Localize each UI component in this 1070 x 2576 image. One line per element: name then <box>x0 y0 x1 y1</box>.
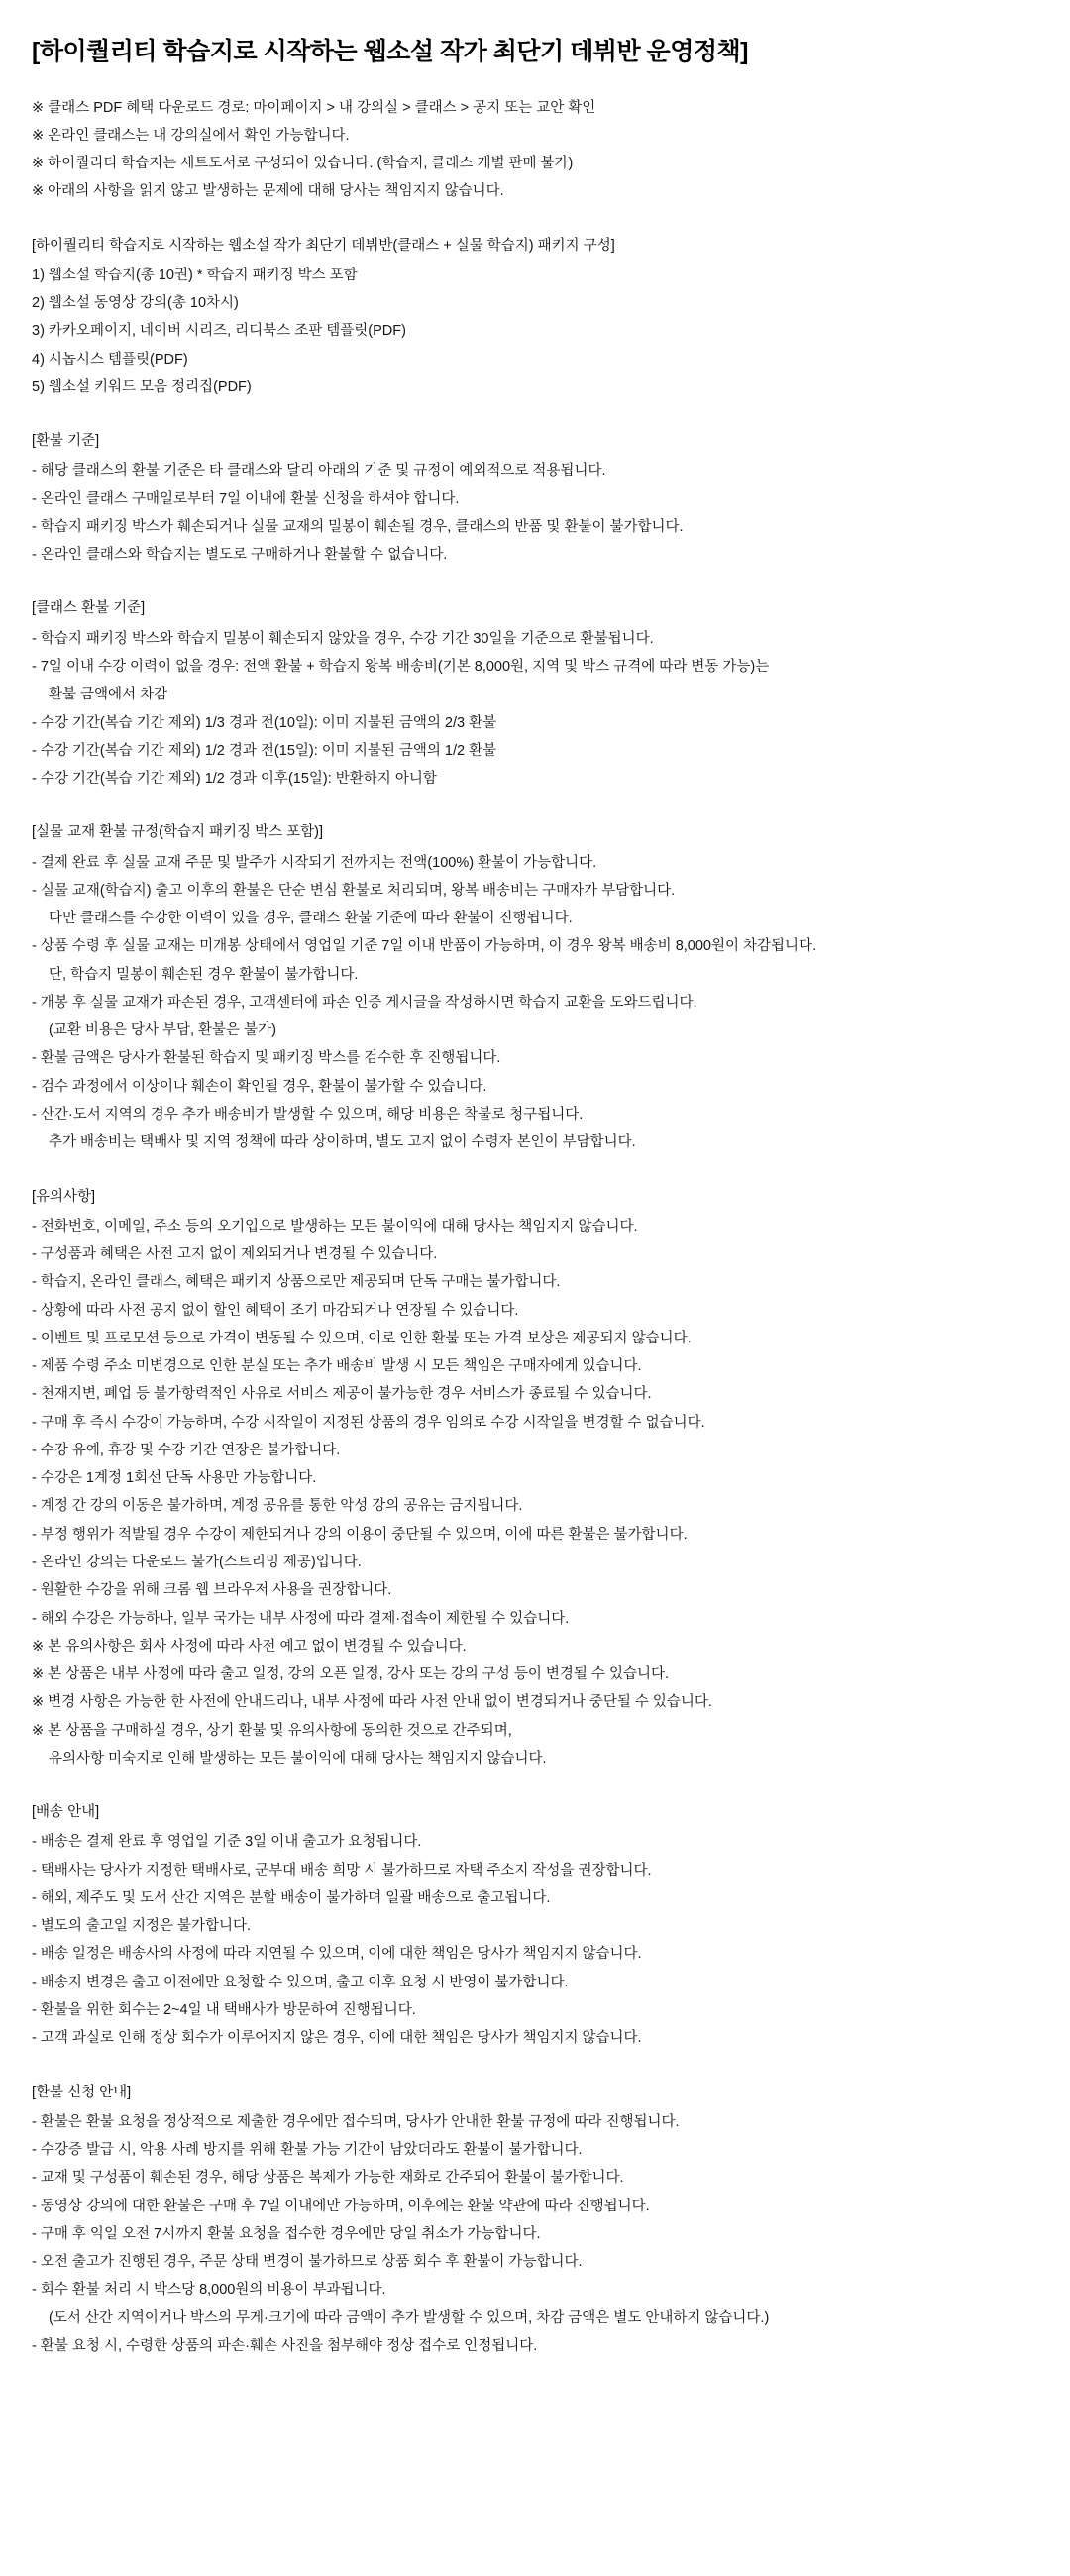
policy-line: - 수강증 발급 시, 악용 사례 방지를 위해 환불 가능 기간이 남았더라도 환불이 불가합니다. <box>32 2142 583 2159</box>
policy-line: - 결제 완료 후 실물 교재 주문 및 발주가 시작되기 전까지는 전액(100%) 환불이 가능합니다. <box>32 854 597 871</box>
policy-line: - 동영상 강의에 대한 환불은 구매 후 7일 이내에만 가능하며, 이후에는 환불 약관에 따라 진행됩니다. <box>32 2198 650 2214</box>
policy-line: - 수강 기간(복습 기간 제외) 1/3 경과 전(10일): 이미 지불된 금액의 2/3 환불 <box>32 714 497 731</box>
policy-line: - 고객 과실로 인해 정상 회수가 이루어지지 않은 경우, 이에 대한 책임은 당사가 책임지지 않습니다. <box>32 2030 642 2047</box>
policy-sections <box>32 94 1038 2361</box>
policy-line: 2) 웹소설 동영상 강의(총 10차시) <box>32 295 239 312</box>
policy-line: ※ 본 유의사항은 회사 사정에 따라 사전 예고 없이 변경될 수 있습니다. <box>32 1638 467 1655</box>
policy-line: - 해외 수강은 가능하나, 일부 국가는 내부 사정에 따라 결제·접속이 제한될 수 있습니다. <box>32 1610 570 1627</box>
policy-line: ※ 변경 사항은 가능한 한 사전에 안내드리나, 내부 사정에 따라 사전 안내 없이 변경되거나 중단될 수 있습니다. <box>32 1694 712 1711</box>
policy-section-refund-criteria <box>32 427 1038 569</box>
policy-line: - 전화번호, 이메일, 주소 등의 오기입으로 발생하는 모든 불이익에 대해 당사는 책임지지 않습니다. <box>32 1218 638 1234</box>
policy-line: 4) 시놉시스 템플릿(PDF) <box>32 351 188 368</box>
policy-line: - 구성품과 혜택은 사전 고지 없이 제외되거나 변경될 수 있습니다. <box>32 1246 438 1263</box>
policy-line: - 수강 유예, 휴강 및 수강 기간 연장은 불가합니다. <box>32 1442 341 1458</box>
policy-line: ※ 본 상품은 내부 사정에 따라 출고 일정, 강의 오픈 일정, 강사 또는 강의 구성 등이 변경될 수 있습니다. <box>32 1666 670 1683</box>
policy-line: - 배송지 변경은 출고 이전에만 요청할 수 있으며, 출고 이후 요청 시 반영이 불가합니다. <box>32 1974 569 1990</box>
policy-line: - 학습지, 온라인 클래스, 혜택은 패키지 상품으로만 제공되며 단독 구매는 불가합니다. <box>32 1274 561 1291</box>
policy-line: - 수강 기간(복습 기간 제외) 1/2 경과 전(15일): 이미 지불된 금액의 1/2 환불 <box>32 742 497 759</box>
policy-line: ※ 아래의 사항을 읽지 않고 발생하는 문제에 대해 당사는 책임지지 않습니다. <box>32 183 504 200</box>
policy-line: (도서 산간 지역이거나 박스의 무게·크기에 따라 금액이 추가 발생할 수 있으며, 차감 금액은 별도 안내하지 않습니다.) <box>49 2309 770 2326</box>
policy-line: - 온라인 클래스 구매일로부터 7일 이내에 환불 신청을 하셔야 합니다. <box>32 490 460 507</box>
policy-line: 1) 웹소설 학습지(총 10권) * 학습지 패키징 박스 포함 <box>32 267 358 283</box>
policy-line: - 계정 간 강의 이동은 불가하며, 계정 공유를 통한 악성 강의 공유는 금지됩니다. <box>32 1498 523 1515</box>
policy-line: - 실물 교재(학습지) 출고 이후의 환불은 단순 변심 환불로 처리되며, 왕복 배송비는 구매자가 부담합니다. <box>32 882 676 899</box>
policy-line: 유의사항 미숙지로 인해 발생하는 모든 불이익에 대해 당사는 책임지지 않습니다. <box>49 1750 547 1767</box>
section-heading: [환불 신청 안내] <box>32 2084 132 2100</box>
policy-line: - 이벤트 및 프로모션 등으로 가격이 변동될 수 있으며, 이로 인한 환불 또는 가격 보상은 제공되지 않습니다. <box>32 1330 692 1346</box>
policy-line: - 해당 클래스의 환불 기준은 타 클래스와 달리 아래의 기준 및 규정이 예외적으로 적용됩니다. <box>32 463 606 480</box>
policy-line: (교환 비용은 당사 부담, 환불은 불가) <box>49 1022 276 1039</box>
policy-line: ※ 하이퀄리티 학습지는 세트도서로 구성되어 있습니다. (학습지, 클래스 개별 판매 불가) <box>32 156 574 172</box>
policy-line: - 환불은 환불 요청을 정상적으로 제출한 경우에만 접수되며, 당사가 안내한 환불 규정에 따라 진행됩니다. <box>32 2113 680 2130</box>
section-heading: [클래스 환불 기준] <box>32 600 146 617</box>
policy-line: ※ 본 상품을 구매하실 경우, 상기 환불 및 유의사항에 동의한 것으로 간주되며, <box>32 1722 512 1739</box>
policy-line: - 배송은 결제 완료 후 영업일 기준 3일 이내 출고가 요청됩니다. <box>32 1834 422 1851</box>
policy-section-cautions <box>32 1183 1038 1773</box>
section-heading: [실물 교재 환불 규정(학습지 패키징 박스 포함)] <box>32 824 324 841</box>
policy-line: - 학습지 패키징 박스가 훼손되거나 실물 교재의 밀봉이 훼손될 경우, 클래스의 반품 및 환불이 불가합니다. <box>32 518 684 535</box>
policy-line: - 개봉 후 실물 교재가 파손된 경우, 고객센터에 파손 인증 게시글을 작성하시면 학습지 교환을 도와드립니다. <box>32 994 697 1011</box>
section-heading: [배송 안내] <box>32 1804 100 1821</box>
policy-line: 5) 웹소설 키워드 모음 정리집(PDF) <box>32 378 252 395</box>
policy-line: ※ 클래스 PDF 혜택 다운로드 경로: 마이페이지 > 내 강의실 > 클래스 > 공지 또는 교안 확인 <box>32 99 596 116</box>
policy-line: - 교재 및 구성품이 훼손된 경우, 해당 상품은 복제가 가능한 재화로 간주되어 환불이 불가합니다. <box>32 2170 624 2187</box>
policy-line: 단, 학습지 밀봉이 훼손된 경우 환불이 불가합니다. <box>49 966 359 983</box>
policy-line: - 제품 수령 주소 미변경으로 인한 분실 또는 추가 배송비 발생 시 모든 책임은 구매자에게 있습니다. <box>32 1358 642 1375</box>
section-heading: [환불 기준] <box>32 433 100 450</box>
policy-line: - 배송 일정은 배송사의 사정에 따라 지연될 수 있으며, 이에 대한 책임은 당사가 책임지지 않습니다. <box>32 1946 642 1963</box>
policy-line: - 환불을 위한 회수는 2~4일 내 택배사가 방문하여 진행됩니다. <box>32 2001 416 2018</box>
policy-line: - 천재지변, 폐업 등 불가항력적인 사유로 서비스 제공이 불가능한 경우 서비스가 종료될 수 있습니다. <box>32 1386 652 1403</box>
policy-line: - 원활한 수강을 위해 크롬 웹 브라우저 사용을 권장합니다. <box>32 1582 392 1599</box>
policy-line: - 부정 행위가 적발될 경우 수강이 제한되거나 강의 이용이 중단될 수 있으며, 이에 따른 환불은 불가합니다. <box>32 1526 688 1543</box>
policy-line: - 7일 이내 수강 이력이 없을 경우: 전액 환불 + 학습지 왕복 배송비(기본 8,000원, 지역 및 박스 규격에 따라 변동 가능)는 <box>32 659 770 676</box>
policy-line: ※ 온라인 클래스는 내 강의실에서 확인 가능합니다. <box>32 127 350 144</box>
policy-section-refund-request-guide <box>32 2079 1038 2361</box>
policy-section-shipping-guide <box>32 1798 1038 2052</box>
policy-line: - 수강 기간(복습 기간 제외) 1/2 경과 이후(15일): 반환하지 아니함 <box>32 771 437 788</box>
policy-line: - 수강은 1계정 1회선 단독 사용만 가능합니다. <box>32 1470 317 1487</box>
policy-line: - 오전 출고가 진행된 경우, 주문 상태 변경이 불가하므로 상품 회수 후 환불이 가능합니다. <box>32 2254 583 2271</box>
policy-section-notice-top <box>32 94 1038 206</box>
section-heading: [하이퀄리티 학습지로 시작하는 웹소설 작가 최단기 데뷔반(클래스 + 실물 학습지) 패키지 구성] <box>32 237 615 254</box>
policy-line: - 구매 후 익일 오전 7시까지 환불 요청을 접수한 경우에만 당일 취소가 가능합니다. <box>32 2225 541 2242</box>
policy-line: - 온라인 강의는 다운로드 불가(스트리밍 제공)입니다. <box>32 1554 362 1570</box>
policy-line: - 회수 환불 처리 시 박스당 8,000원의 비용이 부과됩니다. <box>32 2282 386 2299</box>
policy-section-class-refund-criteria <box>32 594 1038 793</box>
policy-line: - 택배사는 당사가 지정한 택배사로, 군부대 배송 희망 시 불가하므로 자택 주소지 작성을 권장합니다. <box>32 1862 652 1878</box>
policy-line: - 환불 요청 시, 수령한 상품의 파손·훼손 사진을 첨부해야 정상 접수로 인정됩니다. <box>32 2337 538 2354</box>
policy-line: - 산간·도서 지역의 경우 추가 배송비가 발생할 수 있으며, 해당 비용은 착불로 청구됩니다. <box>32 1107 584 1123</box>
policy-line: - 별도의 출고일 지정은 불가합니다. <box>32 1918 252 1935</box>
policy-line: 추가 배송비는 택배사 및 지역 정책에 따라 상이하며, 별도 고지 없이 수령자 본인이 부담합니다. <box>49 1134 636 1151</box>
policy-line: - 검수 과정에서 이상이나 훼손이 확인될 경우, 환불이 불가할 수 있습니다. <box>32 1078 487 1095</box>
policy-section-physical-material-refund <box>32 818 1038 1156</box>
policy-line: - 학습지 패키징 박스와 학습지 밀봉이 훼손되지 않았을 경우, 수강 기간 30일을 기준으로 환불됩니다. <box>32 630 654 647</box>
policy-line: - 온라인 클래스와 학습지는 별도로 구매하거나 환불할 수 없습니다. <box>32 547 448 564</box>
page-title: [하이퀄리티 학습지로 시작하는 웹소설 작가 최단기 데뷔반 운영정책] <box>32 38 748 65</box>
policy-line: - 상황에 따라 사전 공지 없이 할인 혜택이 조기 마감되거나 연장될 수 있습니다. <box>32 1302 519 1319</box>
policy-line: - 해외, 제주도 및 도서 산간 지역은 분할 배송이 불가하며 일괄 배송으로 출고됩니다. <box>32 1889 551 1906</box>
policy-line: 3) 카카오페이지, 네이버 시리즈, 리디북스 조판 템플릿(PDF) <box>32 323 406 340</box>
policy-line: 다만 클래스를 수강한 이력이 있을 경우, 클래스 환불 기준에 따라 환불이 진행됩니다. <box>49 911 573 927</box>
policy-section-package-composition <box>32 232 1038 402</box>
policy-line: - 환불 금액은 당사가 환불된 학습지 및 패키징 박스를 검수한 후 진행됩니다. <box>32 1050 501 1067</box>
policy-line: - 상품 수령 후 실물 교재는 미개봉 상태에서 영업일 기준 7일 이내 반품이 가능하며, 이 경우 왕복 배송비 8,000원이 차감됩니다. <box>32 938 817 955</box>
section-heading: [유의사항] <box>32 1188 96 1205</box>
policy-line: - 구매 후 즉시 수강이 가능하며, 수강 시작일이 지정된 상품의 경우 임의로 수강 시작일을 변경할 수 없습니다. <box>32 1414 705 1431</box>
policy-line: 환불 금액에서 차감 <box>49 687 168 703</box>
